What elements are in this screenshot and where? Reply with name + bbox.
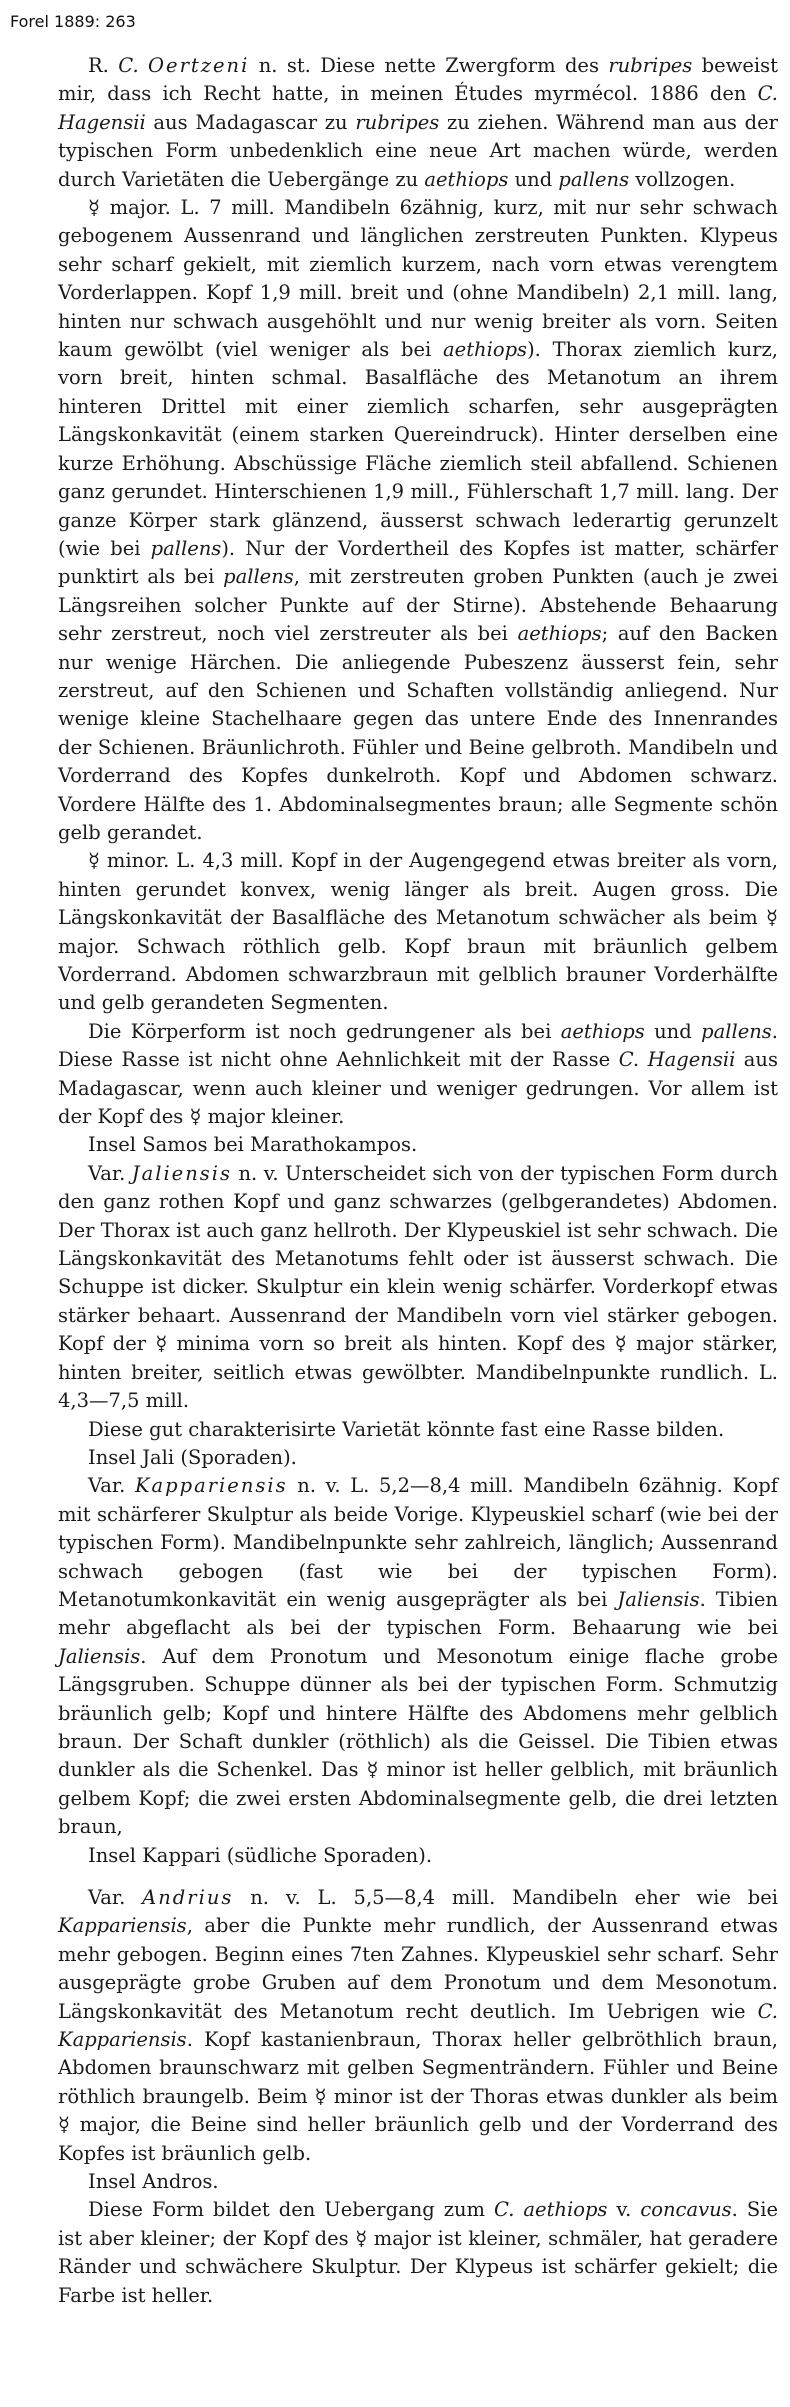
text-run: und — [644, 1019, 702, 1043]
text-run: Die Körperform ist noch gedrungener als bei — [88, 1019, 561, 1043]
page-header: Forel 1889: 263 — [10, 12, 136, 31]
text-run: zu ziehen. Während man aus der typischen Form unbedenklich eine neue Art machen würde, werden durch Varietäten die Uebergänge zu — [58, 110, 778, 191]
text-run: Insel Kappari (südliche Sporaden). — [88, 1843, 433, 1867]
paragraph-andrius — [58, 1884, 778, 2168]
text-run: ☿ minor. L. 4,3 mill. Kopf in der Augengegend etwas breiter als vorn, hinten gerundet konvex, wenig länger als breit. Augen gross. Die Längskonkavität der Basalfläche des Metanotum schwächer als beim ☿ major. Schwach röthlich gelb. Kopf braun mit bräunlich gelbem Vorderrand. Abdomen schwarzbraun mit gelblich brauner Vorderhälfte und gelb gerandeten Segmenten. — [58, 849, 778, 1015]
italic-term: Oertzeni — [148, 54, 250, 77]
text-run: aus Madagascar zu — [145, 110, 356, 134]
text-run: ). Nur der Vordertheil des Kopfes ist matter, schärfer punktirt als bei — [58, 536, 778, 589]
italic-term: Kappariensis — [134, 1474, 288, 1498]
italic-term: rubripes — [355, 110, 440, 134]
text-run: ). Thorax ziemlich kurz, vorn breit, hinten schmal. Basalfläche des Metanotum an ihrem hinteren Drittel mit einer ziemlich scharfen, sehr ausgeprägten Längskonkavität (einem starken Quereindruck). Hinter derselben eine kurze Erhöhung. Abschüssige Fläche ziemlich steil abfallend. Schienen ganz gerundet. Hinterschienen 1,9 mill., Fühlerschaft 1,7 mill. lang. Der ganze Körper stark glänzend, äusserst schwach lederartig gerunzelt (wie bei — [58, 338, 778, 560]
italic-term: rubripes — [608, 54, 693, 77]
paragraph-andrius-remark — [58, 2196, 778, 2310]
text-run: . Tibien mehr abgeflacht als bei der typischen Form. Behaarung wie bei — [58, 1587, 778, 1640]
paragraph-oertzeni-major — [58, 194, 778, 847]
text-run: R. — [88, 54, 119, 77]
italic-term: Kappariensis — [58, 1914, 187, 1938]
paragraph-jaliensis-locality — [58, 1444, 778, 1472]
italic-term: C. — [118, 54, 149, 77]
paragraph-kappariensis — [58, 1472, 778, 1841]
text-run: . Sie ist aber kleiner; der Kopf des ☿ major ist kleiner, schmäler, hat geradere Ränder und schwächere Skulptur. Der Klypeus ist schärfer gekielt; die Farbe ist heller. — [58, 2198, 778, 2307]
text-run: Insel Samos bei Marathokampos. — [88, 1133, 418, 1157]
paragraph-oertzeni-minor — [58, 847, 778, 1017]
text-run: . Auf dem Pronotum und Mesonotum einige flache grobe Längsgruben. Schuppe dünner als bei der typischen Form. Schmutzig bräunlich gelb; Kopf und hintere Hälfte des Abdomens mehr gelblich braun. Der Schaft dunkler (röthlich) als die Geissel. Die Tibien etwas dunkler als die Schenkel. Das ☿ minor ist heller gelblich, mit bräunlich gelbem Kopf; die zwei ersten Abdominalsegmente gelb, die drei letzten braun, — [58, 1644, 778, 1839]
paragraph-jaliensis — [58, 1160, 778, 1416]
text-run: v. — [607, 2198, 641, 2222]
text-run: vollzogen. — [629, 167, 736, 191]
italic-term: pallens — [223, 565, 294, 589]
text-run: Diese gut charakterisirte Varietät könnte fast eine Rasse bilden. — [88, 1417, 725, 1441]
text-run: und — [508, 167, 559, 191]
text-run: n. st. Diese nette Zwergform des — [249, 54, 609, 77]
italic-term: Jaliensis — [617, 1587, 700, 1611]
text-run: beweist mir, dass ich Recht hatte, in meinen Études myrmécol. 1886 den — [58, 54, 778, 106]
text-run: Insel Andros. — [88, 2170, 219, 2194]
text-run: Var. — [88, 1161, 132, 1185]
text-run: . Diese Rasse ist nicht ohne Aehnlichkeit mit der Rasse — [58, 1019, 778, 1072]
paragraph-jaliensis-remark — [58, 1416, 778, 1444]
text-run: n. v. L. 5,5—8,4 mill. Mandibeln eher wie bei — [233, 1886, 779, 1909]
italic-term: Jaliensis — [131, 1161, 233, 1185]
italic-term: concavus — [640, 2198, 732, 2222]
italic-term: C. aethiops — [494, 2198, 608, 2222]
text-run: Insel Jali (Sporaden). — [88, 1445, 297, 1469]
italic-term: aethiops — [443, 338, 528, 362]
text-run: . Kopf kastanienbraun, Thorax heller gelbröthlich braun, Abdomen braunschwarz mit gelben Segmenträndern. Fühler und Beine röthlich braungelb. Beim ☿ minor ist der Thoras etwas dunkler als beim ☿ major, die Beine sind heller bräunlich gelb und der Vorderrand des Kopfes ist bräunlich gelb. — [58, 2028, 778, 2165]
text-run: n. v. Unterscheidet sich von der typischen Form durch den ganz rothen Kopf und ganz schwarzes (gelbgerandetes) Abdomen. Der Thorax ist auch ganz hellroth. Der Klypeuskiel ist sehr schwach. Die Längskonkavität des Metanotums fehlt oder ist äusserst schwach. Die Schuppe ist dicker. Skulptur ein klein wenig schärfer. Vorderkopf etwas stärker behaart. Aussenrand der Mandibeln vorn viel stärker gebogen. Kopf der ☿ minima vorn so breit als hinten. Kopf des ☿ major stärker, hinten breiter, seitlich etwas gewölbter. Mandibelnpunkte rundlich. L. 4,3—7,5 mill. — [58, 1161, 778, 1413]
text-run: n. v. L. 5,2—8,4 mill. Mandibeln 6zähnig. Kopf mit schärferer Skulptur als beide Vorige. Klypeuskiel scharf (wie bei der typischen Form). Mandibelnpunkte sehr zahlreich, länglich; Aussenrand schwach gebogen (fast wie bei der typischen Form). Metanotumkonkavität ein wenig ausgeprägter als bei — [58, 1474, 778, 1611]
paragraph-oertzeni-locality — [58, 1131, 778, 1159]
italic-term: aethiops — [424, 167, 509, 191]
italic-term: aethiops — [517, 622, 602, 646]
paragraph-oertzeni-remark — [58, 1018, 778, 1132]
text-run: , aber die Punkte mehr rundlich, der Aussenrand etwas mehr gebogen. Beginn eines 7ten Zahnes. Klypeuskiel sehr scharf. Sehr ausgeprägte grobe Gruben auf dem Pronotum und dem Mesonotum. Längskonkavität des Metanotum recht deutlich. Im Uebrigen wie — [58, 1914, 778, 2023]
italic-term: pallens — [558, 167, 630, 191]
italic-term: Andrius — [142, 1886, 234, 1909]
italic-term: C. Kappariensis — [58, 1999, 778, 2052]
italic-term: pallens — [701, 1019, 772, 1043]
italic-term: pallens — [150, 536, 222, 560]
paragraph-kappariensis-locality — [58, 1842, 778, 1870]
italic-term: C. Hagensii — [58, 82, 778, 134]
text-column — [58, 52, 778, 2310]
italic-term: Jaliensis — [58, 1644, 141, 1668]
text-run: Var. — [88, 1886, 143, 1909]
text-run: Diese Form bildet den Uebergang zum — [88, 2198, 495, 2222]
text-run: aus Madagascar, wenn auch kleiner und weniger gedrungen. Vor allem ist der Kopf des ☿ major kleiner. — [58, 1048, 779, 1129]
text-run: , mit zerstreuten groben Punkten (auch je zwei Längsreihen solcher Punkte auf der Stirne). Abstehende Behaarung sehr zerstreut, noch viel zerstreuter als bei — [58, 565, 778, 646]
text-run: ; auf den Backen nur wenige Härchen. Die anliegende Pubeszenz äusserst fein, sehr zerstreut, auf den Schienen und Schaften vollständig anliegend. Nur wenige kleine Stachelhaare gegen das untere Ende des Innenrandes der Schienen. Bräunlichroth. Fühler und Beine gelbroth. Mandibeln und Vorderrand des Kopfes dunkelroth. Kopf und Abdomen schwarz. Vordere Hälfte des 1. Abdominalsegmentes braun; alle Segmente schön gelb gerandet. — [58, 622, 778, 844]
paragraph-oertzeni-intro — [58, 52, 778, 194]
text-run: ☿ major. L. 7 mill. Mandibeln 6zähnig, kurz, mit nur sehr schwach gebogenem Aussenrand und länglichen zerstreuten Punkten. Klypeus sehr scharf gekielt, mit ziemlich kurzem, nach vorn etwas verengtem Vorderlappen. Kopf 1,9 mill. breit und (ohne Mandibeln) 2,1 mill. lang, hinten nur schwach ausgehöhlt und nur wenig breiter als vorn. Seiten kaum gewölbt (viel weniger als bei — [58, 196, 778, 362]
italic-term: aethiops — [560, 1019, 645, 1043]
text-run: Var. — [88, 1474, 135, 1498]
paragraph-andrius-locality — [58, 2168, 778, 2196]
italic-term: C. Hagensii — [618, 1048, 736, 1072]
